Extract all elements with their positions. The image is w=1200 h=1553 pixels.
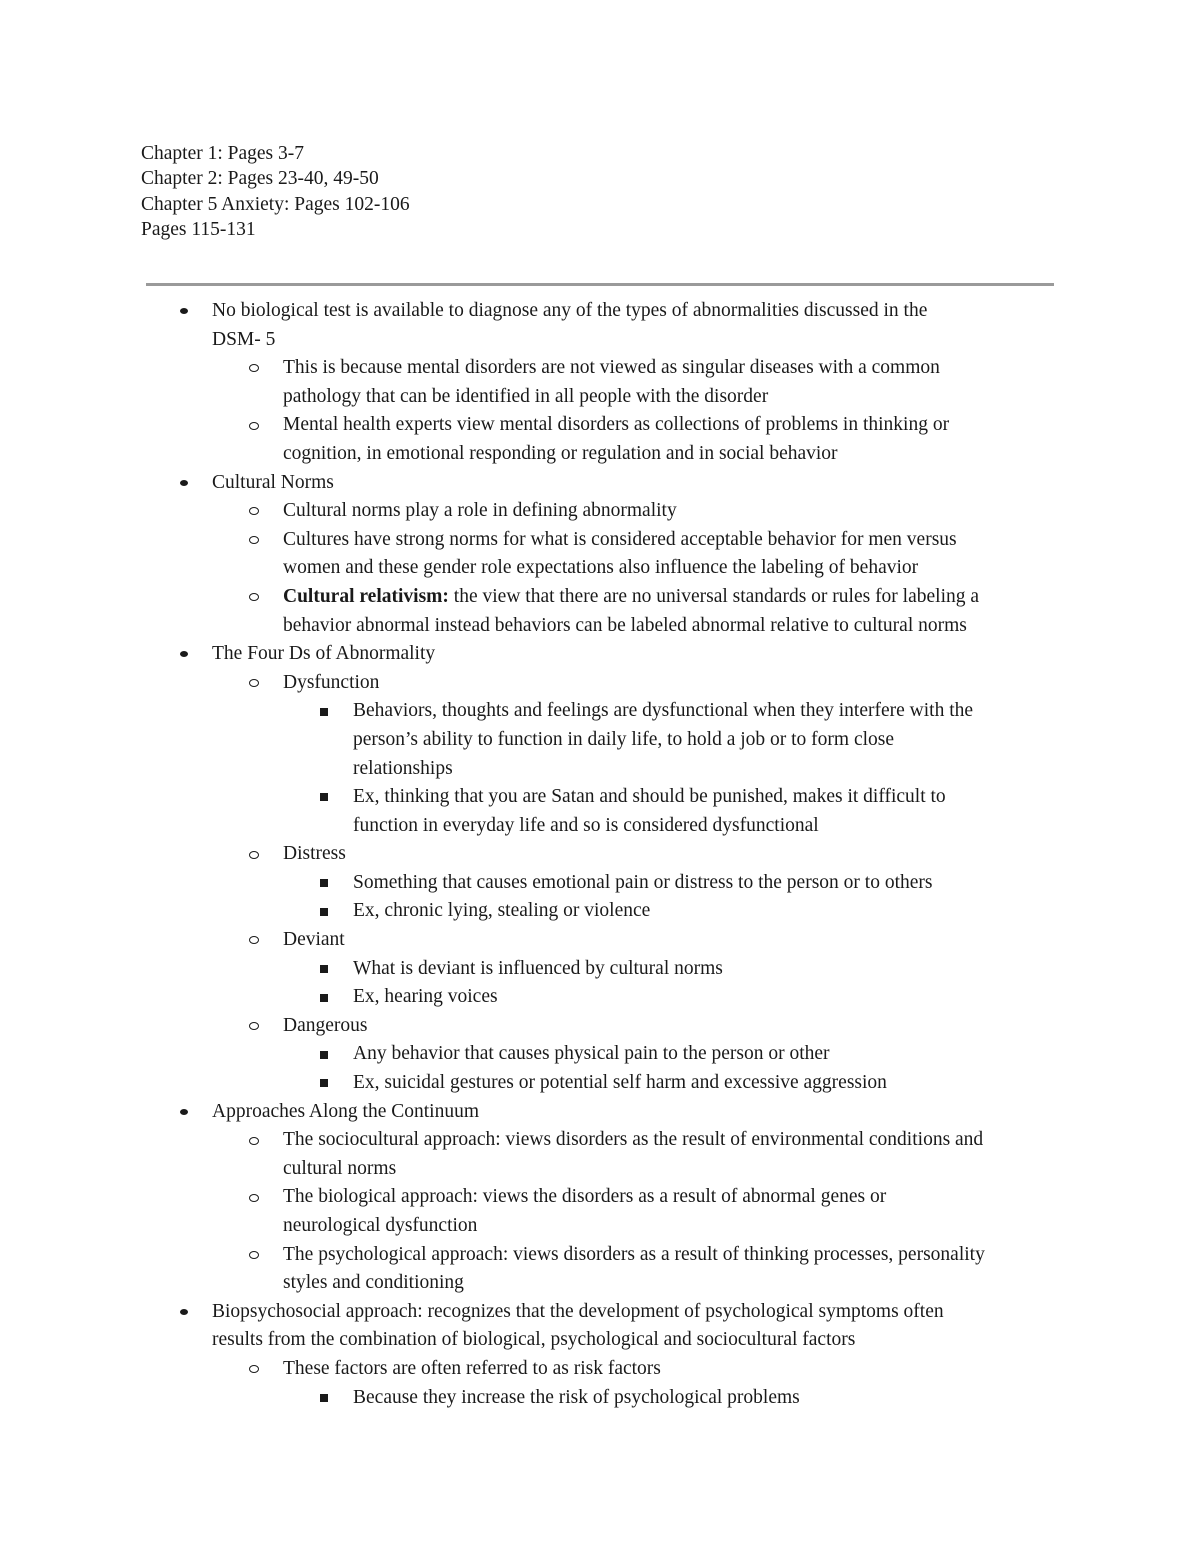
sub-bullet-text: The psychological approach: views disorders as a result of thinking processes, personality bbox=[283, 1243, 985, 1265]
sub-bullet-item bbox=[0, 583, 1200, 612]
notes-outline bbox=[0, 297, 1200, 1412]
sub-bullet-text: The sociocultural approach: views disorders as the result of environmental conditions and bbox=[283, 1129, 984, 1151]
sub-sub-bullet-text: Ex, hearing voices bbox=[353, 986, 498, 1008]
sub-sub-bullet-item bbox=[0, 783, 1200, 812]
hollow-circle-bullet-icon bbox=[246, 840, 262, 869]
chapter-line: Pages 115-131 bbox=[141, 218, 256, 240]
sub-bullet-text: The biological approach: views the disorders as a result of abnormal genes or bbox=[283, 1186, 887, 1208]
bullet-item bbox=[0, 640, 1200, 669]
chapter-page-list bbox=[141, 141, 410, 242]
sub-sub-bullet-text: What is deviant is influenced by cultural norms bbox=[353, 957, 723, 979]
sub-bullet-text: Dangerous bbox=[283, 1014, 368, 1036]
sub-bullet-item bbox=[0, 497, 1200, 526]
bullet-text-continued: results from the combination of biological, psychological and sociocultural factors bbox=[212, 1329, 856, 1351]
sub-sub-bullet-item bbox=[0, 697, 1200, 726]
hollow-circle-bullet-icon bbox=[246, 1241, 262, 1270]
chapter-line: Chapter 5 Anxiety: Pages 102-106 bbox=[141, 193, 410, 215]
sub-sub-bullet-item bbox=[0, 1384, 1200, 1413]
square-bullet-icon bbox=[316, 955, 332, 984]
square-bullet-icon bbox=[316, 869, 332, 898]
sub-sub-bullet-text: Behaviors, thoughts and feelings are dysfunctional when they interfere with the bbox=[353, 700, 974, 722]
sub-bullet-text-continued: styles and conditioning bbox=[283, 1272, 464, 1294]
square-bullet-icon bbox=[316, 697, 332, 726]
hollow-circle-bullet-icon bbox=[246, 497, 262, 526]
sub-sub-bullet-item bbox=[0, 1040, 1200, 1069]
sub-bullet-text-continued: pathology that can be identified in all people with the disorder bbox=[283, 385, 769, 407]
sub-sub-bullet-text: Something that causes emotional pain or distress to the person or to others bbox=[353, 871, 933, 893]
sub-sub-bullet-text-continued: person’s ability to function in daily life, to hold a job or to form close bbox=[353, 728, 895, 750]
bullet-icon bbox=[176, 469, 192, 498]
sub-bullet-text-continued: cognition, in emotional responding or regulation and in social behavior bbox=[283, 442, 838, 464]
square-bullet-icon bbox=[316, 783, 332, 812]
bullet-icon bbox=[176, 640, 192, 669]
sub-bullet-item bbox=[0, 1241, 1200, 1270]
sub-bullet-text: Cultures have strong norms for what is considered acceptable behavior for men versus bbox=[283, 528, 957, 550]
bullet-item bbox=[0, 1298, 1200, 1327]
bullet-icon bbox=[176, 297, 192, 326]
sub-sub-bullet-text: Ex, suicidal gestures or potential self harm and excessive aggression bbox=[353, 1072, 887, 1094]
bullet-item bbox=[0, 297, 1200, 326]
bullet-text: No biological test is available to diagnose any of the types of abnormalities discussed in the bbox=[212, 300, 928, 321]
horizontal-divider bbox=[146, 283, 1054, 286]
sub-bullet-text: the view that there are no universal standards or rules for labeling a bbox=[448, 585, 980, 607]
sub-bullet-text: Mental health experts view mental disorders as collections of problems in thinking or bbox=[283, 414, 950, 436]
sub-sub-bullet-text-continued: relationships bbox=[353, 757, 453, 779]
hollow-circle-bullet-icon bbox=[246, 583, 262, 612]
square-bullet-icon bbox=[316, 1384, 332, 1413]
hollow-circle-bullet-icon bbox=[246, 411, 262, 440]
sub-sub-bullet-item bbox=[0, 983, 1200, 1012]
sub-bullet-item bbox=[0, 1012, 1200, 1041]
sub-bullet-text: Cultural norms play a role in defining abnormality bbox=[283, 500, 677, 522]
hollow-circle-bullet-icon bbox=[246, 526, 262, 555]
sub-sub-bullet-text: Any behavior that causes physical pain to the person or other bbox=[353, 1043, 830, 1065]
sub-sub-bullet-text: Because they increase the risk of psychological problems bbox=[353, 1386, 800, 1408]
sub-sub-bullet-item bbox=[0, 869, 1200, 898]
bullet-text: The Four Ds of Abnormality bbox=[212, 643, 436, 665]
sub-bullet-item bbox=[0, 354, 1200, 383]
bullet-item bbox=[0, 469, 1200, 498]
sub-bullet-text-continued: women and these gender role expectations also influence the labeling of behavior bbox=[283, 557, 919, 579]
hollow-circle-bullet-icon bbox=[246, 1183, 262, 1212]
square-bullet-icon bbox=[316, 1069, 332, 1098]
sub-bullet-text: Distress bbox=[283, 843, 346, 865]
sub-bullet-item bbox=[0, 526, 1200, 555]
sub-bullet-item bbox=[0, 1183, 1200, 1212]
chapter-line: Chapter 1: Pages 3-7 bbox=[141, 143, 305, 164]
bullet-icon bbox=[176, 1098, 192, 1127]
chapter-line: Chapter 2: Pages 23-40, 49-50 bbox=[141, 168, 379, 190]
bullet-text: Biopsychosocial approach: recognizes that the development of psychological symptoms often bbox=[212, 1300, 944, 1322]
sub-sub-bullet-text: Ex, thinking that you are Satan and should be punished, makes it difficult to bbox=[353, 786, 946, 808]
sub-bullet-text-continued: cultural norms bbox=[283, 1157, 397, 1179]
bold-term: Cultural relativism: bbox=[283, 585, 449, 607]
sub-bullet-item bbox=[0, 669, 1200, 698]
bullet-text: Cultural Norms bbox=[212, 471, 334, 493]
bullet-item bbox=[0, 1098, 1200, 1127]
sub-bullet-text-continued: neurological dysfunction bbox=[283, 1215, 478, 1236]
hollow-circle-bullet-icon bbox=[246, 669, 262, 698]
square-bullet-icon bbox=[316, 897, 332, 926]
sub-sub-bullet-item bbox=[0, 955, 1200, 984]
sub-bullet-text: These factors are often referred to as risk factors bbox=[283, 1357, 661, 1379]
hollow-circle-bullet-icon bbox=[246, 1012, 262, 1041]
sub-bullet-item bbox=[0, 926, 1200, 955]
hollow-circle-bullet-icon bbox=[246, 1355, 262, 1384]
bullet-text-continued: DSM- 5 bbox=[212, 328, 276, 350]
hollow-circle-bullet-icon bbox=[246, 354, 262, 383]
hollow-circle-bullet-icon bbox=[246, 1126, 262, 1155]
sub-sub-bullet-item bbox=[0, 1069, 1200, 1098]
bullet-text: Approaches Along the Continuum bbox=[212, 1100, 480, 1122]
sub-bullet-text: Deviant bbox=[283, 929, 345, 951]
square-bullet-icon bbox=[316, 983, 332, 1012]
sub-bullet-text-continued: behavior abnormal instead behaviors can be labeled abnormal relative to cultural norms bbox=[283, 614, 967, 636]
square-bullet-icon bbox=[316, 1040, 332, 1069]
sub-bullet-item bbox=[0, 840, 1200, 869]
sub-sub-bullet-text: Ex, chronic lying, stealing or violence bbox=[353, 900, 651, 922]
sub-bullet-text: This is because mental disorders are not viewed as singular diseases with a common bbox=[283, 357, 940, 379]
sub-bullet-text: Dysfunction bbox=[283, 671, 380, 693]
bullet-icon bbox=[176, 1298, 192, 1327]
sub-sub-bullet-item bbox=[0, 897, 1200, 926]
sub-sub-bullet-text-continued: function in everyday life and so is considered dysfunctional bbox=[353, 814, 819, 836]
hollow-circle-bullet-icon bbox=[246, 926, 262, 955]
sub-bullet-item bbox=[0, 411, 1200, 440]
sub-bullet-item bbox=[0, 1355, 1200, 1384]
sub-bullet-item bbox=[0, 1126, 1200, 1155]
